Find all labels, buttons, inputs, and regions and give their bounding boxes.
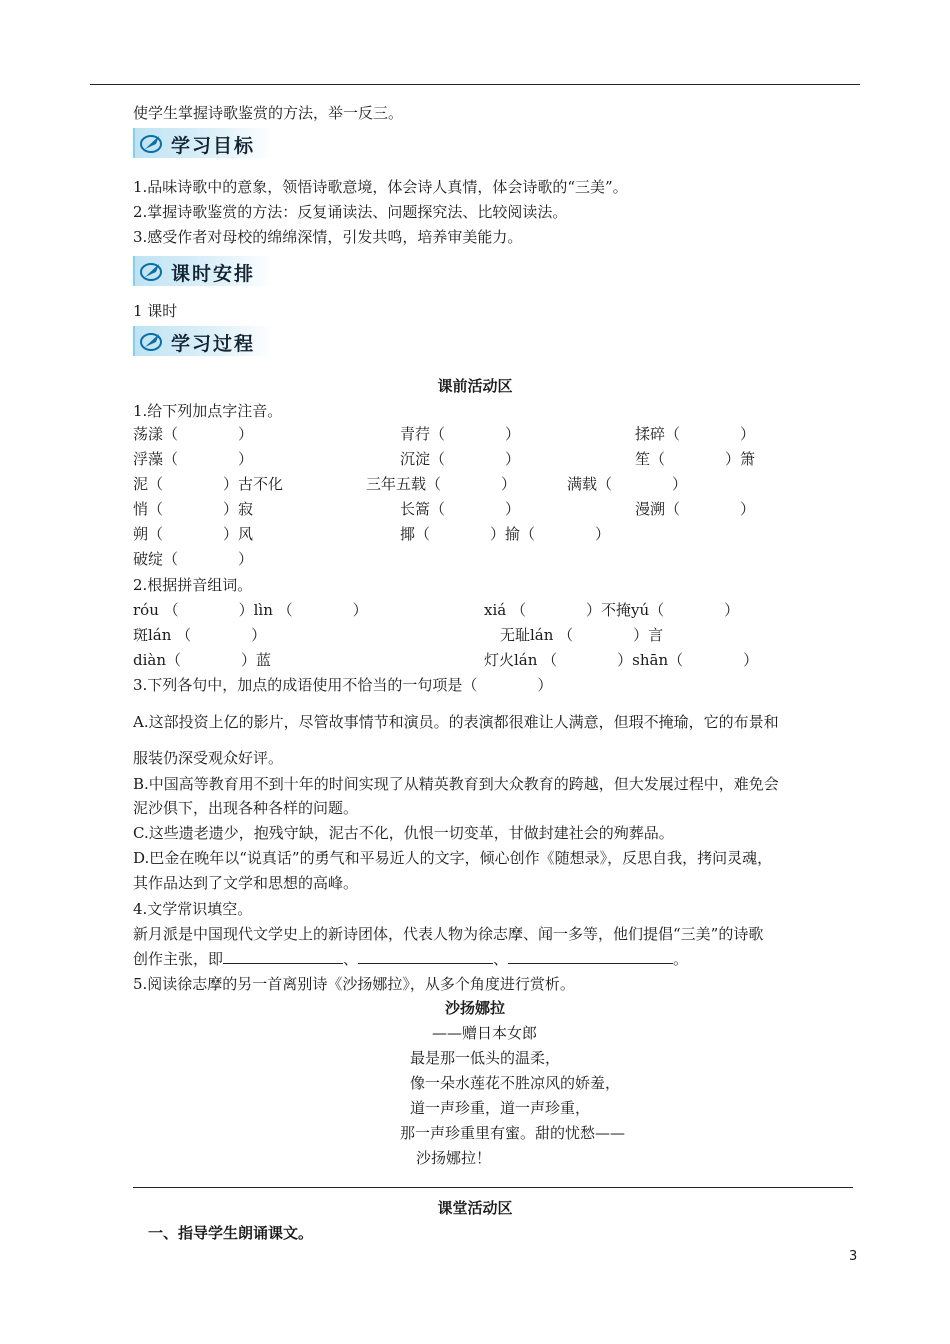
blank-end: 。 [673,950,689,968]
pinyin-item: 朔（ ）风 [133,525,254,543]
question-2: 2.根据拼音组词。 [133,576,253,594]
question-4: 4.文学常识填空。 [133,900,253,918]
pinyin-item: 沉淀（ ） [400,450,521,468]
answer-blank[interactable] [223,949,343,964]
option-b: B.中国高等教育用不到十年的时间实现了从精英教育到大众教育的跨越，但大发展过程中，难免会 [133,775,779,793]
pinyin-item: 笙（ ）箫 [635,450,756,468]
word-item: xiá （ ）不掩yú（ ） [484,601,740,619]
pinyin-item: 三年五载（ ） [366,475,517,493]
word-item: 无耻lán （ ）言 [500,626,664,644]
option-d-cont: 其作品达到了文学和思想的高峰。 [133,874,359,892]
section-header-process [133,326,273,356]
pinyin-item: 满载（ ） [567,475,688,493]
option-a: A.这部投资上亿的影片，尽管故事情节和演员。的表演都很难让人满意，但瑕不掩瑜，它的布景和 [133,713,779,731]
intro-line: 使学生掌握诗歌鉴赏的方法，举一反三。 [133,104,404,122]
pinyin-item: 浮藻（ ） [133,450,254,468]
option-c: C.这些遗老遗少，抱残守缺，泥古不化，仇恨一切变革，甘做封建社会的殉葬品。 [133,824,674,842]
option-d: D.巴金在晚年以“说真话”的勇气和平易近人的文字，倾心创作《随想录》，反思自我，拷问灵魂， [133,849,773,867]
pinyin-item: 揶（ ）揄（ ） [400,525,611,543]
in-class-item: 一、指导学生朗诵课文。 [148,1224,314,1242]
blank-prefix: 创作主张，即 [133,950,224,968]
pen-arrow-icon [139,131,165,155]
word-item: 灯火lán （ ）shān（ ） [484,651,759,669]
poem-subtitle: ——赠日本女郎 [432,1024,538,1042]
word-item: 斑lán （ ） [133,626,267,644]
top-rule [90,84,860,85]
goal-item: 2.掌握诗歌鉴赏的方法：反复诵读法、问题探究法、比较阅读法。 [133,203,568,221]
option-b-cont: 泥沙俱下，出现各种各样的问题。 [133,799,359,817]
pinyin-item: 荡漾（ ） [133,425,254,443]
schedule-text: 1 课时 [133,302,178,320]
option-a-cont: 服装仍深受观众好评。 [133,749,284,767]
in-class-heading: 课堂活动区 [437,1199,513,1217]
question-4-text: 新月派是中国现代文学史上的新诗团体，代表人物为徐志摩、闻一多等，他们提倡“三美”的诗歌 [133,925,764,943]
pinyin-item: 漫溯（ ） [635,500,756,518]
section-title: 学习过程 [171,333,256,355]
page-number: 3 [849,1249,858,1264]
section-title: 学习目标 [171,135,256,157]
goal-item: 1.品味诗歌中的意象，领悟诗歌意境，体会诗人真情，体会诗歌的“三美”。 [133,178,628,196]
section-header-schedule [133,256,273,286]
question-1: 1.给下列加点字注音。 [133,402,283,420]
pre-class-heading: 课前活动区 [437,377,513,395]
section-header-goals [133,128,273,158]
pinyin-item: 揉碎（ ） [635,425,756,443]
poem-line: 道一声珍重，道一声珍重， [410,1099,591,1117]
pen-arrow-icon [139,259,165,283]
pinyin-item: 青荇（ ） [400,425,521,443]
question-5: 5.阅读徐志摩的另一首离别诗《沙扬娜拉》，从多个角度进行赏析。 [133,975,575,993]
poem-line: 那一声珍重里有蜜。甜的忧愁—— [400,1124,626,1142]
answer-blank[interactable] [508,949,673,964]
pen-arrow-icon [139,329,165,353]
blank-separator: 、 [493,950,509,968]
poem-line: 沙扬娜拉！ [416,1149,492,1167]
answer-blank[interactable] [358,949,493,964]
section-divider [133,1187,853,1188]
blank-separator: 、 [343,950,359,968]
poem-line: 像一朵水莲花不胜凉风的娇羞， [410,1074,621,1092]
word-item: róu （ ）lìn （ ） [133,601,368,619]
poem-line: 最是那一低头的温柔， [410,1049,561,1067]
pinyin-item: 悄（ ）寂 [133,500,254,518]
pinyin-item: 破绽（ ） [133,550,254,568]
question-4-blanks [133,948,688,969]
poem-title: 沙扬娜拉 [444,999,505,1017]
question-3: 3.下列各句中，加点的成语使用不恰当的一句项是（ ） [133,676,553,694]
pinyin-item: 长篙（ ） [400,500,521,518]
goal-item: 3.感受作者对母校的绵绵深情，引发共鸣，培养审美能力。 [133,228,523,246]
section-title: 课时安排 [171,263,256,285]
pinyin-item: 泥（ ）古不化 [133,475,284,493]
word-item: diàn（ ）蓝 [133,651,272,669]
